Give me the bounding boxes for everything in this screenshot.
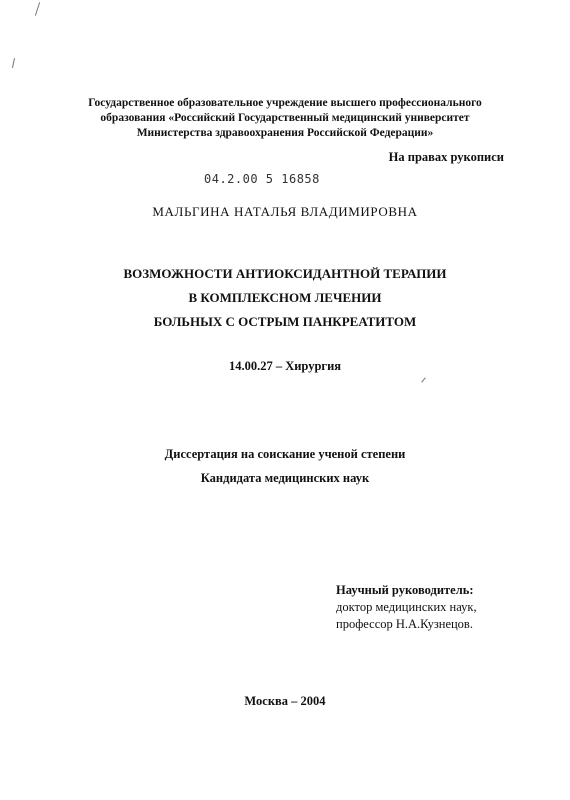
scan-mark xyxy=(12,58,15,68)
advisor-degree: доктор медицинских наук, xyxy=(336,600,477,614)
author-name: МАЛЬГИНА НАТАЛЬЯ ВЛАДИМИРОВНА xyxy=(152,204,418,219)
title-line-1: ВОЗМОЖНОСТИ АНТИОКСИДАНТНОЙ ТЕРАПИИ xyxy=(123,266,447,281)
title-line-3: БОЛЬНЫХ С ОСТРЫМ ПАНКРЕАТИТОМ xyxy=(153,314,417,329)
rights-note: На правах рукописи xyxy=(388,150,504,164)
institution-line-2: образования «Российский Государственный медицинский университет xyxy=(100,112,470,124)
degree-line-2: Кандидата медицинских наук xyxy=(200,471,370,485)
scan-mark xyxy=(35,2,40,16)
institution-line-1: Государственное образовательное учреждение высшего профессионального xyxy=(88,97,482,109)
institution-line-3: Министерства здравоохранения Российской Федерации» xyxy=(136,127,434,139)
scientific-advisor xyxy=(336,582,477,633)
degree-statement xyxy=(0,442,570,490)
dissertation-title xyxy=(0,262,570,334)
advisor-name: профессор Н.А.Кузнецов. xyxy=(336,617,473,631)
degree-line-1: Диссертация на соискание ученой степени xyxy=(164,447,406,461)
institution-header xyxy=(0,96,570,141)
scan-mark xyxy=(421,377,426,382)
catalog-code: 04.2.00 5 16858 xyxy=(204,172,320,186)
title-line-2: В КОМПЛЕКСНОМ ЛЕЧЕНИИ xyxy=(188,290,382,305)
city-year: Москва – 2004 xyxy=(244,694,326,708)
advisor-label: Научный руководитель: xyxy=(336,583,474,597)
specialty: 14.00.27 – Хирургия xyxy=(228,359,342,373)
